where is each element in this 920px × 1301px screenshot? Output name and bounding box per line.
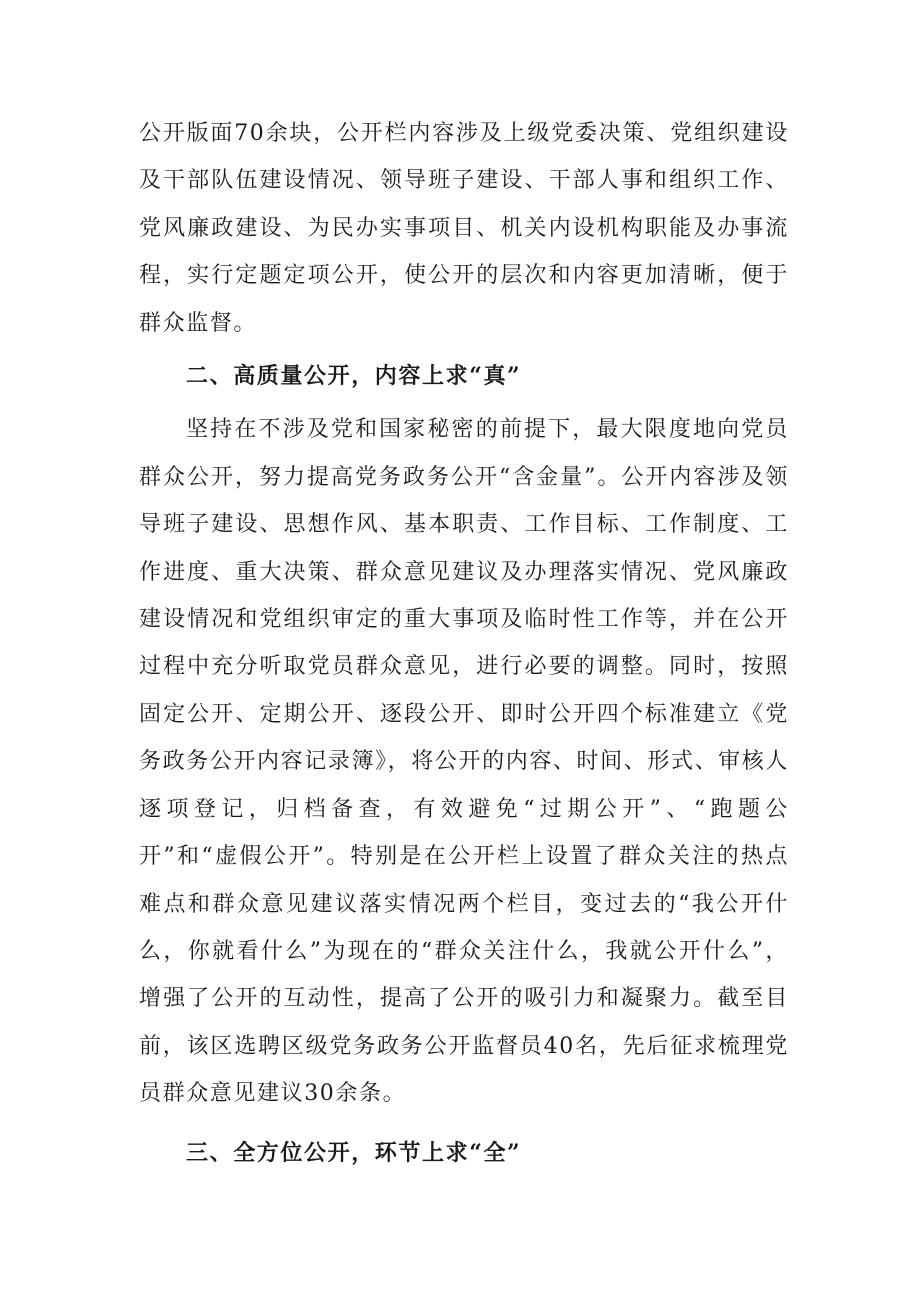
spacer xyxy=(139,1118,789,1130)
document-body xyxy=(139,110,789,1177)
section-heading-3: 三、全方位公开，环节上求“全” xyxy=(186,1139,522,1166)
paragraph-high-quality-disclosure: 坚持在不涉及党和国家秘密的前提下，最大限度地向党员群众公开，努力提高党务政务公开“含金量”。公开内容涉及领导班子建设、思想作风、基本职责、工作目标、工作制度、工作进度、重大决策、群众意见建议及办理落实情况、党风廉政建设情况和党组织审定的重大事项及临时性工作等，并在公开过程中充分听取党员群众意见，进行必要的调整。同时，按照固定公开、定期公开、逐段公开、即时公开四个标准建立《党务政务公开内容记录簿》，将公开的内容、时间、形式、审核人逐项登记，归档备查，有效避免“过期公开”、“跑题公开”和“虚假公开”。特别是在公开栏上设置了群众关注的热点难点和群众意见建议落实情况两个栏目，变过去的“我公开什么，你就看什么”为现在的“群众关注什么，我就公开什么”，增强了公开的互动性，提高了公开的吸引力和凝聚力。截至目前，该区选聘区级党务政务公开监督员40名，先后征求梳理党员群众意见建议30余条。 xyxy=(139,417,789,1107)
paragraph-public-boards: 公开版面70余块，公开栏内容涉及上级党委决策、党组织建设及干部队伍建设情况、领导班子建设、干部人事和组织工作、党风廉政建设、为民办实事项目、机关内设机构职能及办事流程，实行定题定项公开，使公开的层次和内容更加清晰，便于群众监督。 xyxy=(139,121,789,336)
section-heading-2: 二、高质量公开，内容上求“真” xyxy=(186,363,522,390)
